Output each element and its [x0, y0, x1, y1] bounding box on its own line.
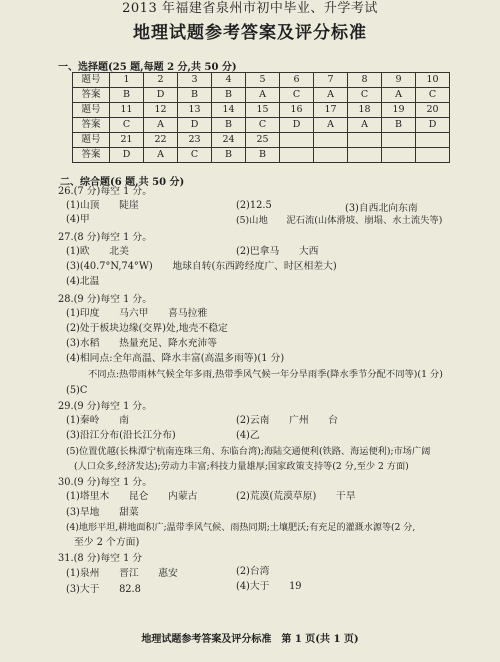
- table-cell: 5: [246, 73, 280, 88]
- q29-heading: 29.(9 分)每空 1 分。: [58, 401, 153, 412]
- table-cell: 1: [110, 73, 144, 88]
- q29-answer-5b: (人口众多,经济发达);劳动力丰富;科技力量雄厚;国家政策支持等(2 分,至少 2 方面): [74, 461, 409, 472]
- table-cell: [416, 148, 450, 163]
- table-cell: 2: [144, 73, 178, 88]
- table-cell: 23: [178, 133, 212, 148]
- q28-answer-4: (4)相同点:全年高温、降水丰富(高温多雨等)(1 分): [66, 353, 285, 364]
- table-cell: D: [178, 118, 212, 133]
- table-cell: C: [178, 148, 212, 163]
- q27-heading: 27.(8 分)每空 1 分。: [58, 232, 153, 243]
- q29-answer-2: (2)云南 广州 台: [236, 415, 339, 426]
- table-cell: 19: [382, 103, 416, 118]
- table-cell: 14: [212, 103, 246, 118]
- q28-answer-5: (5)C: [66, 385, 88, 396]
- table-cell: B: [382, 118, 416, 133]
- q29-answer-3: (3)沿江分布(沿长江分布): [66, 430, 176, 441]
- table-row-numbers: [73, 103, 450, 118]
- table-cell: 24: [212, 133, 246, 148]
- q31-answer-1: (1)泉州 晋江 惠安: [66, 568, 178, 579]
- q28-answer-4b: 不同点:热带雨林气候全年多雨,热带季风气候一年分旱雨季(降水季节分配不同等)(1 分): [88, 369, 443, 380]
- table-cell: A: [144, 148, 178, 163]
- table-cell: [416, 133, 450, 148]
- q26-answer-5: (5)山地 泥石流(山体滑坡、崩塌、水土流失等): [236, 215, 443, 226]
- q31-answer-3: (3)大于 82.8: [66, 584, 141, 595]
- table-cell: B: [246, 148, 280, 163]
- table-cell: 15: [246, 103, 280, 118]
- table-cell: [348, 133, 382, 148]
- q28-heading: 28.(9 分)每空 1 分。: [58, 294, 153, 305]
- q26-answer-4: (4)甲: [66, 214, 90, 225]
- q30-answer-4b: 至少 2 个方面): [74, 537, 140, 548]
- q28-answer-2: (2)处于板块边缘(交界)处,地壳不稳定: [66, 323, 228, 334]
- table-cell: C: [246, 118, 280, 133]
- page-title: 地理试题参考答案及评分标准: [133, 23, 367, 43]
- q30-answer-4: (4)地形平坦,耕地面积广;温带季风气候、雨热同期;土壤肥沃;有充足的灌溉水源等(2 分,: [66, 523, 416, 533]
- table-cell: B: [178, 88, 212, 103]
- table-cell: D: [110, 148, 144, 163]
- table-cell: [280, 148, 314, 163]
- table-cell: 6: [280, 73, 314, 88]
- table-row-answers: [73, 148, 450, 163]
- table-cell: 17: [314, 103, 348, 118]
- table-cell: B: [212, 88, 246, 103]
- table-cell: 10: [416, 73, 450, 88]
- table-cell: 21: [110, 133, 144, 148]
- table-cell: A: [144, 118, 178, 133]
- q31-answer-4: (4)大于 19: [236, 581, 302, 592]
- table-row-header: 答案: [73, 118, 110, 133]
- table-row-numbers: [73, 73, 450, 88]
- q26-answer-3: (3)自西北向东南: [345, 203, 418, 214]
- table-cell: [382, 148, 416, 163]
- table-row-numbers: [73, 133, 450, 148]
- q27-answer-2: (2)巴拿马 大西: [236, 246, 319, 257]
- table-cell: [280, 133, 314, 148]
- q31-answer-2: (2)台湾: [236, 566, 270, 577]
- table-cell: B: [212, 118, 246, 133]
- table-cell: [314, 148, 348, 163]
- q30-answer-1: (1)塔里木 昆仑 内蒙古: [66, 491, 198, 502]
- q30-heading: 30.(9 分)每空 1 分。: [58, 477, 153, 488]
- section2-label: 二、综合题(6 题,共 50 分): [60, 177, 185, 188]
- table-cell: 25: [246, 133, 280, 148]
- q30-answer-2: (2)荒漠(荒漠草原) 干旱: [236, 491, 356, 502]
- page-footer: 地理试题参考答案及评分标准 第 1 页(共 1 页): [141, 634, 359, 645]
- answer-table: [72, 72, 450, 163]
- q31-heading: 31.(8 分)每空 1 分: [58, 553, 143, 564]
- q27-answer-3: (3)(40.7°N,74°W) 地球自转(东西跨经度广、时区相差大): [66, 261, 337, 272]
- table-cell: 9: [382, 73, 416, 88]
- table-cell: 20: [416, 103, 450, 118]
- table-cell: 22: [144, 133, 178, 148]
- q27-answer-4: (4)北温: [66, 276, 100, 287]
- table-row-answers: [73, 118, 450, 133]
- table-cell: [348, 148, 382, 163]
- exam-banner: 2013 年福建省泉州市初中毕业、升学考试: [122, 1, 378, 16]
- table-cell: B: [110, 88, 144, 103]
- q30-answer-3: (3)旱地 甜菜: [66, 507, 139, 518]
- table-cell: C: [348, 88, 382, 103]
- q27-answer-1: (1)欧 北美: [66, 246, 129, 257]
- q29-answer-1: (1)秦岭 南: [66, 415, 129, 426]
- table-cell: A: [382, 88, 416, 103]
- table-cell: 12: [144, 103, 178, 118]
- table-cell: 4: [212, 73, 246, 88]
- table-cell: C: [280, 88, 314, 103]
- table-cell: A: [314, 118, 348, 133]
- table-cell: 16: [280, 103, 314, 118]
- table-row-answers: [73, 88, 450, 103]
- q28-answer-1: (1)印度 马六甲 喜马拉雅: [66, 308, 208, 319]
- table-cell: 7: [314, 73, 348, 88]
- table-row-header: 题号: [73, 133, 110, 148]
- table-row-header: 题号: [73, 73, 110, 88]
- table-cell: A: [314, 88, 348, 103]
- table-cell: D: [280, 118, 314, 133]
- table-cell: 3: [178, 73, 212, 88]
- table-cell: C: [416, 88, 450, 103]
- q26-answer-1: (1)山顶 陡崖: [66, 200, 139, 211]
- q26-heading: 26.(7 分)每空 1 分。: [58, 186, 153, 197]
- table-cell: C: [110, 118, 144, 133]
- table-cell: 11: [110, 103, 144, 118]
- table-cell: [314, 133, 348, 148]
- section1-label: 一、选择题(25 题,每题 2 分,共 50 分): [58, 62, 237, 73]
- table-cell: A: [348, 118, 382, 133]
- table-cell: 13: [178, 103, 212, 118]
- q26-answer-2: (2)12.5: [236, 200, 272, 211]
- table-row-header: 答案: [73, 88, 110, 103]
- table-cell: 8: [348, 73, 382, 88]
- table-cell: D: [144, 88, 178, 103]
- q29-answer-4: (4)乙: [236, 430, 260, 441]
- table-row-header: 答案: [73, 148, 110, 163]
- table-row-header: 题号: [73, 103, 110, 118]
- q29-answer-5: (5)位置优越(长株潭宁杭南连珠三角、东临台湾);海陆交通便利(铁路、海运便利);市场广阔: [66, 446, 431, 457]
- table-cell: A: [246, 88, 280, 103]
- table-cell: D: [416, 118, 450, 133]
- q28-answer-3: (3)水稻 热量充足、降水充沛等: [66, 338, 218, 349]
- table-cell: 18: [348, 103, 382, 118]
- table-cell: B: [212, 148, 246, 163]
- table-cell: [382, 133, 416, 148]
